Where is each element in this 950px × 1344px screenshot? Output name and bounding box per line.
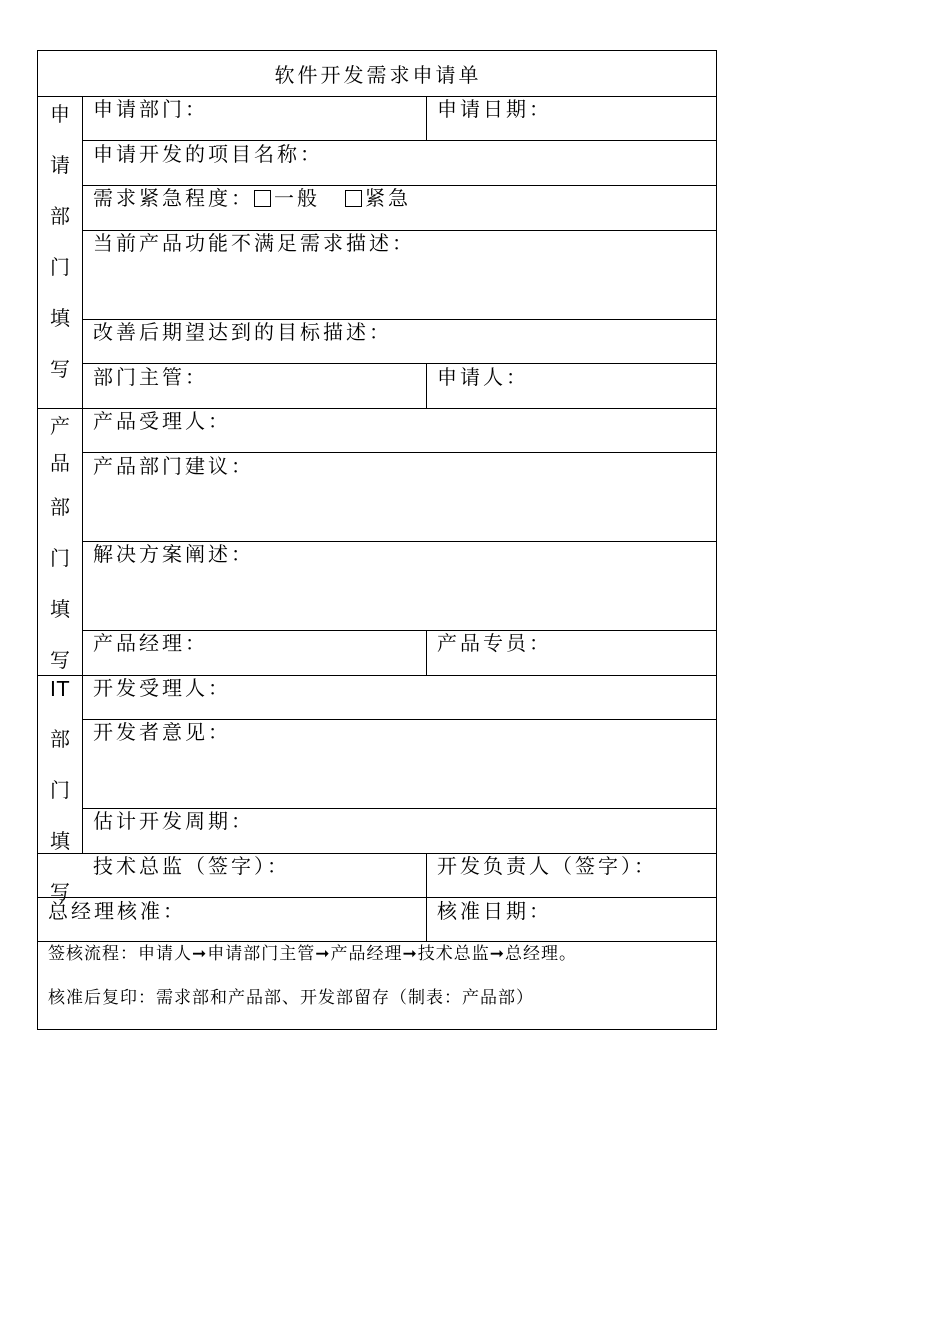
section-char: 部 [50,727,70,751]
section-char: 门 [50,778,70,802]
field-product-specialist[interactable]: 产品专员： [437,631,552,655]
field-solution[interactable]: 解决方案阐述： [93,542,254,566]
field-product-receiver[interactable]: 产品受理人： [93,409,231,433]
checkbox-urgent[interactable] [345,190,362,207]
section-char: 请 [50,153,70,177]
field-dev-period[interactable]: 估计开发周期： [93,809,254,833]
form-title: 软件开发需求申请单 [274,63,482,87]
divider [82,140,717,141]
urgency-normal-label: 一般 [274,186,320,210]
field-applicant[interactable]: 申请人： [437,365,529,389]
divider [82,363,717,364]
section-char: 填 [50,829,70,853]
section-char: 品 [50,451,70,475]
field-urgency [93,188,411,208]
requirement-form [37,50,717,1030]
urgency-label: 需求紧急程度： [93,186,254,210]
field-product-manager[interactable]: 产品经理： [93,631,208,655]
divider [38,941,717,942]
section-char: 产 [50,414,70,438]
section-char: IT [49,677,71,701]
field-dept-manager[interactable]: 部门主管： [93,365,208,389]
section-char: 填 [50,306,70,330]
urgency-urgent-label: 紧急 [365,186,411,210]
field-target-desc[interactable]: 改善后期望达到的目标描述： [93,320,392,344]
divider [82,452,717,453]
divider [82,96,83,853]
section-char: 门 [50,546,70,570]
section-char: 写 [50,357,70,381]
section-char: 部 [50,204,70,228]
section-label-it-dept [38,675,82,904]
divider [426,897,427,941]
divider [426,96,427,140]
divider [426,363,427,408]
section-char: 填 [50,597,70,621]
section-char: 部 [50,495,70,519]
field-dev-lead-signature[interactable]: 开发负责人（签字）： [437,854,657,878]
field-cto-signature[interactable]: 技术总监（签字）： [93,854,290,878]
section-char: 写 [50,648,70,672]
divider [38,897,717,898]
field-approval-date[interactable]: 核准日期： [437,899,552,923]
field-project-name[interactable]: 申请开发的项目名称： [93,142,323,166]
section-label-applicant-dept [38,96,82,408]
field-current-desc[interactable]: 当前产品功能不满足需求描述： [93,231,415,255]
note-approval-flow: 签核流程：申请人➞申请部门主管➞产品经理➞技术总监➞总经理。 [48,944,577,964]
note-copy-retention: 核准后复印：需求部和产品部、开发部留存（制表：产品部） [48,988,534,1008]
section-label-product-dept [38,408,82,675]
divider [426,630,427,675]
section-char: 申 [50,102,70,126]
section-char: 写 [50,880,70,904]
field-dev-receiver[interactable]: 开发受理人： [93,676,231,700]
field-dev-opinion[interactable]: 开发者意见： [93,720,231,744]
field-apply-dept[interactable]: 申请部门： [93,97,208,121]
field-product-suggestion[interactable]: 产品部门建议： [93,454,254,478]
section-char: 门 [50,255,70,279]
field-apply-date[interactable]: 申请日期： [437,97,552,121]
field-gm-approval[interactable]: 总经理核准： [48,899,186,923]
checkbox-normal[interactable] [254,190,271,207]
